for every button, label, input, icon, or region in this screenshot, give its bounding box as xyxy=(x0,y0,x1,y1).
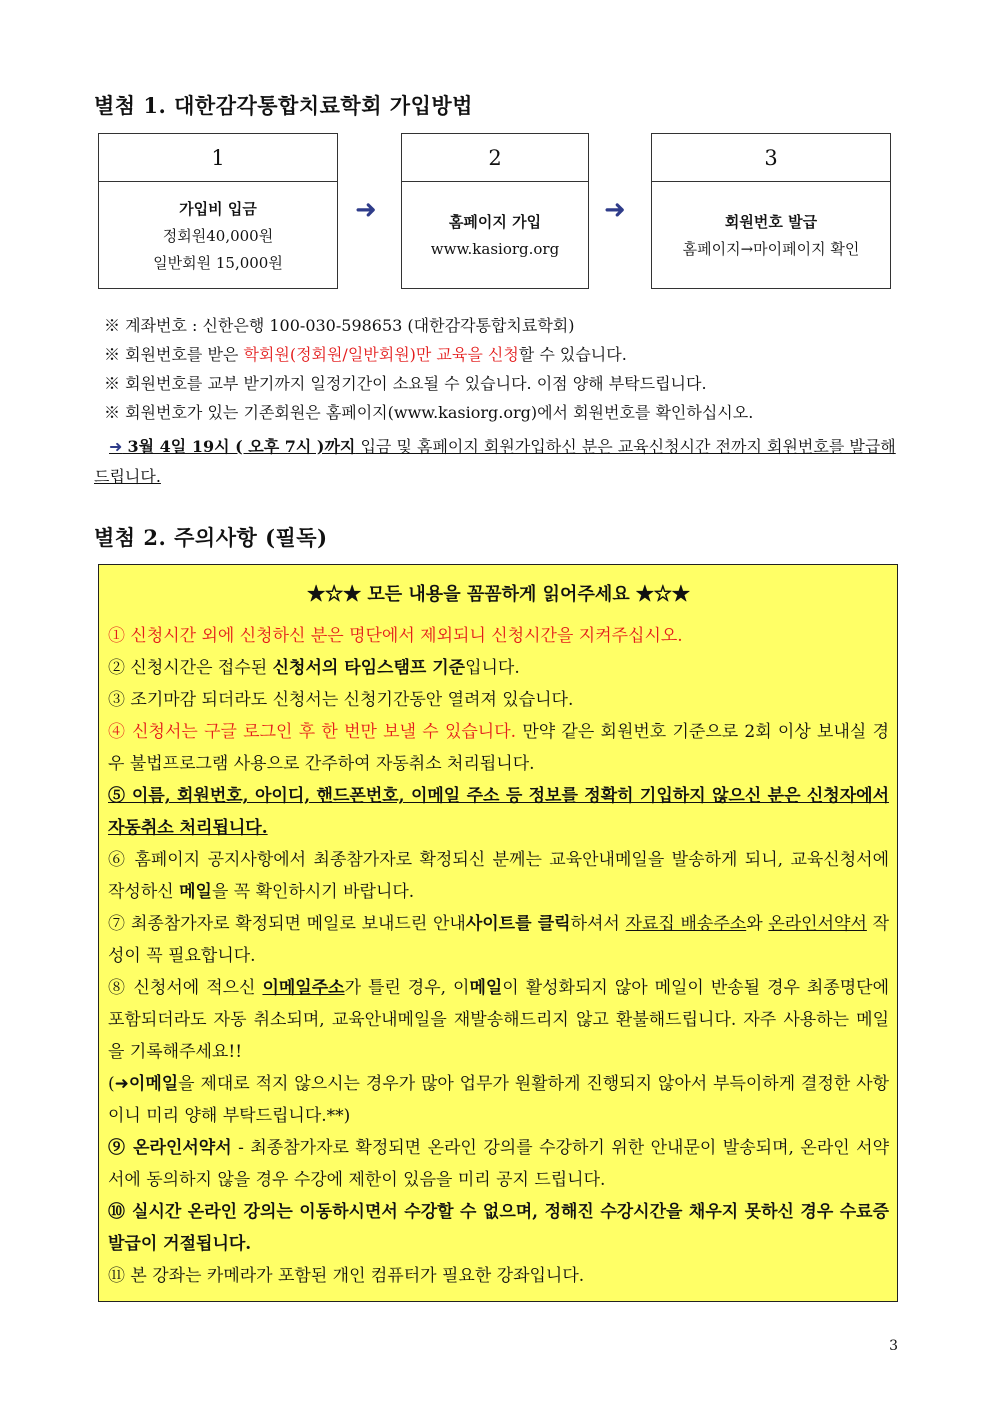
notice-item-2 xyxy=(108,652,889,684)
notice-box xyxy=(98,564,898,1302)
notice-item-7 xyxy=(108,908,889,972)
note-text: 입금 및 홈페이지 회원가입하신 분은 교육신청시간 전까지 회원번호를 발급해 드립니다. xyxy=(94,437,896,486)
step-line: 홈페이지→마이페이지 확인 xyxy=(682,240,860,258)
section1-heading: 별첨 1. 대한감각통합치료학회 가입방법 xyxy=(94,93,473,118)
item-text: ( xyxy=(108,1074,115,1094)
item-text: 을 제대로 적지 않으시는 경우가 많아 업무가 원활하게 진행되지 않아서 부득이하게 결정한 사항이니 미리 양해 부탁드립니다.**) xyxy=(108,1074,889,1126)
item-underline: 온라인서약서 xyxy=(768,914,867,934)
item-bold: 이메일 xyxy=(128,1074,179,1094)
item-red: ④ 신청서는 구글 로그인 후 한 번만 보낼 수 있습니다. xyxy=(108,722,517,742)
item-text: 이 활성화되지 않아 메일이 반송될 경우 최종명단에 포함되더라도 자동 취소되며, 교육안내메일을 재발송해드리지 않고 환불해드립니다. 자주 사용하는 메일을 기록해주세요!! xyxy=(108,978,889,1062)
notice-title: ★☆★ 모든 내용을 꼼꼼하게 읽어주세요 ★☆★ xyxy=(307,584,690,605)
note-delay: ※ 회원번호를 교부 받기까지 일정기간이 소요될 수 있습니다. 이점 양해 부탁드립니다. xyxy=(104,374,707,393)
note-existing-member: ※ 회원번호가 있는 기존회원은 홈페이지(www.kasiorg.org)에서 회원번호를 확인하십시오. xyxy=(104,403,754,422)
step-line: www.kasiorg.org xyxy=(430,240,560,258)
item-text: - 최종참가자로 확정되면 온라인 강의를 수강하기 위한 안내문이 발송되며, 온라인 서약서에 동의하지 않을 경우 수강에 제한이 있음을 미리 공지 드립니다. xyxy=(108,1138,890,1190)
item-text: 와 xyxy=(746,914,769,934)
step-number: 2 xyxy=(402,134,588,182)
item-text: ⑥ 홈페이지 공지사항에서 최종참가자로 확정되신 분께는 교육안내메일을 발송하게 되니, 교육신청서에 작성하신 xyxy=(108,850,889,902)
deadline-text: 3월 4일 19시 ( 오후 7시 )까지 xyxy=(127,437,356,456)
item-text: 입니다. xyxy=(465,658,520,678)
item-bold: 메일 xyxy=(179,882,212,902)
notice-item-1: ① 신청시간 외에 신청하신 분은 명단에서 제외되니 신청시간을 지켜주십시오. xyxy=(108,626,683,646)
item-text: 만약 같은 회원번호 기준으로 2회 이상 보내실 경우 불법프로그램 사용으로 간주하여 자동취소 처리됩니다. xyxy=(108,722,889,774)
notice-item-9 xyxy=(108,1132,889,1196)
item-underline: 자료집 배송주소 xyxy=(625,914,747,934)
step-title: 홈페이지 가입 xyxy=(448,213,542,231)
item-text: 가 틀린 경우, 이 xyxy=(344,978,470,998)
arrow-right-icon: ➜ xyxy=(355,195,377,225)
note-highlight: 학회원(정회원/일반회원)만 교육을 신청 xyxy=(243,345,519,364)
section2-heading: 별첨 2. 주의사항 (필독) xyxy=(94,525,328,550)
step-line: 일반회원 15,000원 xyxy=(153,253,283,272)
notice-item-6 xyxy=(108,844,889,908)
step-number: 1 xyxy=(99,134,337,182)
step-box-2 xyxy=(401,133,589,289)
step-box-1 xyxy=(98,133,338,289)
note-member-only xyxy=(104,344,627,366)
item-text: ⑦ 최종참가자로 확정되면 메일로 보내드린 안내 xyxy=(108,914,466,934)
notice-item-8 xyxy=(108,972,889,1068)
step-title: 회원번호 발급 xyxy=(724,213,818,231)
notice-item-11: ⑪ 본 강좌는 카메라가 포함된 개인 컴퓨터가 필요한 강좌입니다. xyxy=(108,1266,585,1286)
arrow-right-icon: ➜ xyxy=(109,437,123,456)
step-title: 가입비 입금 xyxy=(179,199,257,218)
item-text: 하셔서 xyxy=(570,914,626,934)
note-text: 할 수 있습니다. xyxy=(518,345,627,364)
item-text: ② 신청시간은 접수된 xyxy=(108,658,273,678)
notice-item-8-note xyxy=(108,1068,889,1132)
step-number: 3 xyxy=(652,134,890,182)
item-text: 작성이 꼭 필요합니다. xyxy=(108,914,889,966)
item-bold: 메일 xyxy=(469,978,503,998)
notice-item-3: ③ 조기마감 되더라도 신청서는 신청기간동안 열려져 있습니다. xyxy=(108,690,574,710)
note-deadline xyxy=(94,432,900,492)
item-bold-underline: 이메일주소 xyxy=(262,978,345,998)
page-number: 3 xyxy=(889,1338,898,1354)
notice-item-10: ⑩ 실시간 온라인 강의는 이동하시면서 수강할 수 없으며, 정해진 수강시간을 채우지 못하신 경우 수료증 발급이 거절됩니다. xyxy=(108,1202,889,1254)
item-text: ⑧ 신청서에 적으신 xyxy=(108,978,263,998)
step-box-3 xyxy=(651,133,891,289)
item-text: 을 꼭 확인하시기 바랍니다. xyxy=(211,882,415,902)
note-text: ※ 회원번호를 받은 xyxy=(104,345,244,364)
arrow-right-icon: ➜ xyxy=(604,195,626,225)
note-account: ※ 계좌번호 : 신한은행 100-030-598653 (대한감각통합치료학회) xyxy=(104,316,575,335)
notice-item-4 xyxy=(108,716,889,780)
item-bold: 신청서의 타임스탬프 기준 xyxy=(272,658,466,678)
item-bold: ⑨ 온라인서약서 xyxy=(108,1138,232,1158)
step-line: 정회원40,000원 xyxy=(162,226,274,245)
arrow-right-icon: ➜ xyxy=(114,1074,129,1094)
notice-item-5: ⑤ 이름, 회원번호, 아이디, 핸드폰번호, 이메일 주소 등 정보를 정확히 기입하지 않으신 분은 신청자에서 자동취소 처리됩니다. xyxy=(108,786,889,838)
item-bold: 사이트를 클릭 xyxy=(465,914,571,934)
